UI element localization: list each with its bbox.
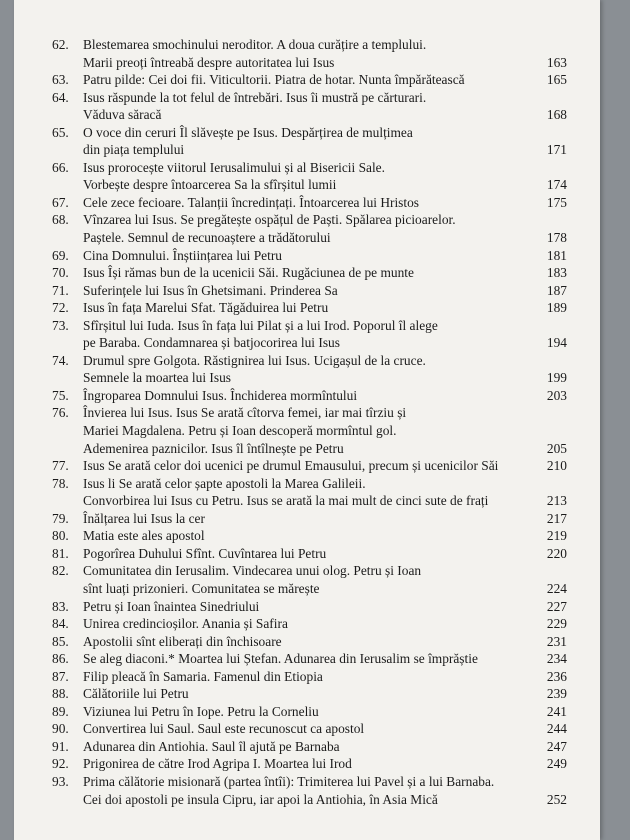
- toc-entry-title: Drumul spre Golgota. Răstignirea lui Isus. Ucigașul de la cruce.: [83, 352, 426, 368]
- toc-entry: [52, 299, 567, 317]
- toc-entry-title: Isus răspunde la tot felul de întrebări. Isus îi mustră pe cărturari.: [83, 89, 427, 105]
- toc-entry-title: Prima călătorie misionară (partea întîi): Trimiterea lui Pavel și a lui Barnaba.: [83, 773, 495, 789]
- toc-entry-line: [52, 545, 567, 563]
- toc-entry-page-number: 183: [546, 265, 567, 281]
- toc-entry-page-number: 165: [546, 72, 567, 88]
- toc-entry-number: 88.: [52, 686, 69, 702]
- toc-entry-title: Isus prorocește viitorul Ierusalimului și al Bisericii Sale.: [83, 159, 385, 175]
- toc-entry: [52, 685, 567, 703]
- toc-entry-title: Înălțarea lui Isus la cer: [83, 510, 205, 526]
- toc-entry-line: [52, 685, 567, 703]
- toc-entry-title: Isus li Se arată celor șapte apostoli la Marea Galileii.: [83, 475, 366, 491]
- toc-entry-number: 82.: [52, 563, 69, 579]
- toc-entry-page-number: 229: [546, 616, 567, 632]
- toc-entry-line: [52, 527, 567, 545]
- toc-entry-number: 69.: [52, 247, 69, 263]
- toc-entry-number: 70.: [52, 265, 69, 281]
- toc-entry: [52, 562, 567, 597]
- toc-entry-number: 78.: [52, 475, 69, 491]
- toc-entry: [52, 633, 567, 651]
- toc-entry-title: Marii preoți întreabă despre autoritatea lui Isus: [83, 54, 335, 70]
- toc-entry: [52, 317, 567, 352]
- toc-entry-line: [52, 703, 567, 721]
- toc-entry-line: [52, 106, 567, 124]
- toc-entry-title: Blestemarea smochinului neroditor. A doua curățire a templului.: [83, 37, 427, 52]
- toc-entry-number: 83.: [52, 598, 69, 614]
- toc-entry-title: Petru și Ioan înaintea Sinedriului: [83, 598, 260, 614]
- toc-entry-line: [52, 176, 567, 194]
- toc-entry: [52, 71, 567, 89]
- toc-entry-title: pe Baraba. Condamnarea și batjocorirea lui Isus: [83, 335, 340, 351]
- toc-entry-title: Îngroparea Domnului Isus. Închiderea mormîntului: [83, 387, 358, 403]
- toc-entry: [52, 194, 567, 212]
- toc-entry-title: Isus în fața Marelui Sfat. Tăgăduirea lui Petru: [83, 300, 329, 316]
- toc-entry-title: sînt luați prizonieri. Comunitatea se mărește: [83, 580, 320, 596]
- toc-entry-page-number: 175: [546, 194, 567, 210]
- toc-entry-number: 80.: [52, 528, 69, 544]
- toc-entry: [52, 773, 567, 808]
- toc-entry-title: Suferințele lui Isus în Ghetsimani. Prinderea Sa: [83, 282, 338, 298]
- toc-entry: [52, 36, 567, 71]
- toc-entry: [52, 387, 567, 405]
- toc-entry-line: [52, 404, 567, 422]
- toc-entry-title: Se aleg diaconi.* Moartea lui Ștefan. Adunarea din Ierusalim se împrăștie: [83, 651, 478, 667]
- toc-entry-title: Matia este ales apostol: [83, 528, 205, 544]
- toc-entry-title: Vînzarea lui Isus. Se pregătește ospățul de Paști. Spălarea picioarelor.: [83, 212, 456, 228]
- toc-entry: [52, 510, 567, 528]
- toc-entry-number: 68.: [52, 212, 69, 228]
- toc-entry-page-number: 210: [546, 458, 567, 474]
- toc-entry-line: [52, 510, 567, 528]
- toc-entry: [52, 703, 567, 721]
- toc-entry-line: [52, 89, 567, 107]
- toc-entry-line: [52, 194, 567, 212]
- toc-entry: [52, 545, 567, 563]
- toc-entry-page-number: 187: [546, 282, 567, 298]
- toc-entry-page-number: 168: [546, 107, 567, 123]
- toc-entry: [52, 264, 567, 282]
- toc-entry-line: [52, 580, 567, 598]
- toc-entry: [52, 615, 567, 633]
- toc-entry-number: 72.: [52, 300, 69, 316]
- toc-entry-line: [52, 282, 567, 300]
- toc-entry-title: Isus Se arată celor doi ucenici pe drumul Emausului, precum și ucenicilor Săi: [83, 458, 499, 474]
- toc-entry: [52, 650, 567, 668]
- toc-entry-title: Viziunea lui Petru în Iope. Petru la Corneliu: [83, 703, 319, 719]
- toc-entry: [52, 720, 567, 738]
- toc-entry-title: Văduva săracă: [83, 107, 162, 123]
- toc-entry-line: [52, 36, 567, 54]
- toc-entry-page-number: 220: [546, 545, 567, 561]
- toc-entry-line: [52, 334, 567, 352]
- toc-entry-page-number: 203: [546, 387, 567, 403]
- toc-entry-line: [52, 352, 567, 370]
- toc-entry-title: din piața templului: [83, 142, 185, 158]
- toc-entry-number: 92.: [52, 756, 69, 772]
- toc-entry-line: [52, 124, 567, 142]
- toc-entry-number: 67.: [52, 194, 69, 210]
- toc-entry-title: Apostolii sînt eliberați din închisoare: [83, 633, 282, 649]
- toc-entry-page-number: 244: [546, 721, 567, 737]
- toc-entry-title: Convorbirea lui Isus cu Petru. Isus se arată la mai mult de cinci sute de frați: [83, 493, 489, 509]
- toc-entry: [52, 668, 567, 686]
- toc-entry-title: Patru pilde: Cei doi fii. Viticultorii. Piatra de hotar. Nunta împărătească: [83, 72, 465, 88]
- toc-entry: [52, 457, 567, 475]
- toc-entry-line: [52, 229, 567, 247]
- toc-entry-line: [52, 791, 567, 809]
- toc-entry-line: [52, 211, 567, 229]
- toc-entry-page-number: 219: [546, 528, 567, 544]
- toc-entry-page-number: 236: [546, 668, 567, 684]
- toc-entry-number: 77.: [52, 458, 69, 474]
- toc-entry-page-number: 163: [546, 54, 567, 70]
- toc-entry-line: [52, 247, 567, 265]
- toc-entry-title: Ademenirea paznicilor. Isus îl întîlnește pe Petru: [83, 440, 344, 456]
- toc-entry-line: [52, 159, 567, 177]
- toc-entry-line: [52, 440, 567, 458]
- toc-entry-number: 84.: [52, 616, 69, 632]
- toc-entry-line: [52, 562, 567, 580]
- toc-entry-line: [52, 633, 567, 651]
- toc-entry-title: Călătoriile lui Petru: [83, 686, 189, 702]
- toc-entry-line: [52, 422, 567, 440]
- toc-entry-page-number: 178: [546, 230, 567, 246]
- toc-entry-line: [52, 141, 567, 159]
- book-page: [14, 0, 600, 840]
- toc-entry-number: 85.: [52, 633, 69, 649]
- toc-entry-number: 90.: [52, 721, 69, 737]
- toc-entry-title: Sfîrșitul lui Iuda. Isus în fața lui Pilat și a lui Irod. Poporul îl alege: [83, 317, 438, 333]
- toc-entry-title: Adunarea din Antiohia. Saul îl ajută pe Barnaba: [83, 738, 340, 754]
- toc-entry-page-number: 174: [546, 177, 567, 193]
- table-of-contents: [52, 36, 567, 808]
- toc-entry-line: [52, 773, 567, 791]
- toc-entry-title: Isus Își rămas bun de la ucenicii Săi. Rugăciunea de pe munte: [83, 265, 414, 281]
- toc-entry-number: 81.: [52, 545, 69, 561]
- toc-entry-number: 76.: [52, 405, 69, 421]
- toc-entry-page-number: 234: [546, 651, 567, 667]
- toc-entry-page-number: 239: [546, 686, 567, 702]
- toc-entry-title: Pogorîrea Duhului Sfînt. Cuvîntarea lui Petru: [83, 545, 327, 561]
- toc-entry-line: [52, 755, 567, 773]
- toc-entry-line: [52, 475, 567, 493]
- toc-entry: [52, 89, 567, 124]
- toc-entry: [52, 755, 567, 773]
- toc-entry: [52, 282, 567, 300]
- toc-entry-number: 63.: [52, 72, 69, 88]
- toc-entry-title: Filip pleacă în Samaria. Famenul din Etiopia: [83, 668, 323, 684]
- toc-entry: [52, 211, 567, 246]
- toc-entry-page-number: 227: [546, 598, 567, 614]
- toc-entry-title: Paștele. Semnul de recunoaștere a trădătorului: [83, 230, 331, 246]
- toc-entry-line: [52, 264, 567, 282]
- toc-entry-number: 71.: [52, 282, 69, 298]
- toc-entry-page-number: 217: [546, 510, 567, 526]
- toc-entry-line: [52, 71, 567, 89]
- toc-entry: [52, 352, 567, 387]
- toc-entry: [52, 247, 567, 265]
- toc-entry-page-number: 194: [546, 335, 567, 351]
- toc-entry-page-number: 189: [546, 300, 567, 316]
- toc-entry-number: 74.: [52, 352, 69, 368]
- toc-entry: [52, 404, 567, 457]
- toc-entry-line: [52, 317, 567, 335]
- toc-entry-page-number: 252: [546, 791, 567, 807]
- toc-entry-page-number: 171: [546, 142, 567, 158]
- toc-entry-number: 75.: [52, 387, 69, 403]
- toc-entry-title: Comunitatea din Ierusalim. Vindecarea unui olog. Petru și Ioan: [83, 563, 422, 579]
- toc-entry-page-number: 213: [546, 493, 567, 509]
- toc-entry-title: Semnele la moartea lui Isus: [83, 370, 231, 386]
- toc-entry-title: Cina Domnului. Înștiințarea lui Petru: [83, 247, 282, 263]
- toc-entry-line: [52, 54, 567, 72]
- toc-entry-number: 87.: [52, 668, 69, 684]
- toc-entry-number: 91.: [52, 738, 69, 754]
- toc-entry-number: 65.: [52, 124, 69, 140]
- toc-entry-line: [52, 598, 567, 616]
- toc-entry-title: Mariei Magdalena. Petru și Ioan descoperă mormîntul gol.: [83, 423, 397, 439]
- toc-entry: [52, 124, 567, 159]
- toc-entry-line: [52, 738, 567, 756]
- toc-entry-line: [52, 387, 567, 405]
- toc-entry-line: [52, 720, 567, 738]
- toc-entry-title: Cei doi apostoli pe insula Cipru, iar apoi la Antiohia, în Asia Mică: [83, 791, 438, 807]
- toc-entry-number: 79.: [52, 510, 69, 526]
- toc-entry-number: 62.: [52, 37, 69, 52]
- toc-entry-title: Convertirea lui Saul. Saul este recunoscut ca apostol: [83, 721, 365, 737]
- toc-entry-title: Vorbește despre întoarcerea Sa la sfîrșitul lumii: [83, 177, 337, 193]
- toc-entry-line: [52, 457, 567, 475]
- toc-entry-line: [52, 299, 567, 317]
- toc-entry: [52, 738, 567, 756]
- toc-entry-line: [52, 668, 567, 686]
- toc-entry-number: 64.: [52, 89, 69, 105]
- toc-entry: [52, 598, 567, 616]
- toc-entry-number: 86.: [52, 651, 69, 667]
- toc-entry-page-number: 205: [546, 440, 567, 456]
- toc-entry-line: [52, 369, 567, 387]
- toc-entry-number: 66.: [52, 159, 69, 175]
- toc-entry-page-number: 231: [546, 633, 567, 649]
- toc-entry-page-number: 247: [546, 738, 567, 754]
- toc-entry-line: [52, 615, 567, 633]
- toc-entry-line: [52, 492, 567, 510]
- toc-entry: [52, 475, 567, 510]
- toc-entry-page-number: 181: [546, 247, 567, 263]
- toc-entry-line: [52, 650, 567, 668]
- toc-entry-page-number: 241: [546, 703, 567, 719]
- toc-entry-number: 73.: [52, 317, 69, 333]
- toc-entry-title: O voce din ceruri Îl slăvește pe Isus. Despărțirea de mulțimea: [83, 124, 413, 140]
- toc-entry: [52, 527, 567, 545]
- toc-entry-number: 93.: [52, 773, 69, 789]
- toc-entry-number: 89.: [52, 703, 69, 719]
- toc-entry-title: Unirea credincioșilor. Anania și Safira: [83, 616, 288, 632]
- toc-entry-page-number: 199: [546, 370, 567, 386]
- toc-entry-page-number: 224: [546, 580, 567, 596]
- toc-entry-page-number: 249: [546, 756, 567, 772]
- toc-entry-title: Prigonirea de către Irod Agripa I. Moartea lui Irod: [83, 756, 352, 772]
- toc-entry: [52, 159, 567, 194]
- toc-entry-title: Cele zece fecioare. Talanții încredințați. Întoarcerea lui Hristos: [83, 194, 420, 210]
- toc-entry-title: Învierea lui Isus. Isus Se arată cîtorva femei, iar mai tîrziu și: [83, 405, 407, 421]
